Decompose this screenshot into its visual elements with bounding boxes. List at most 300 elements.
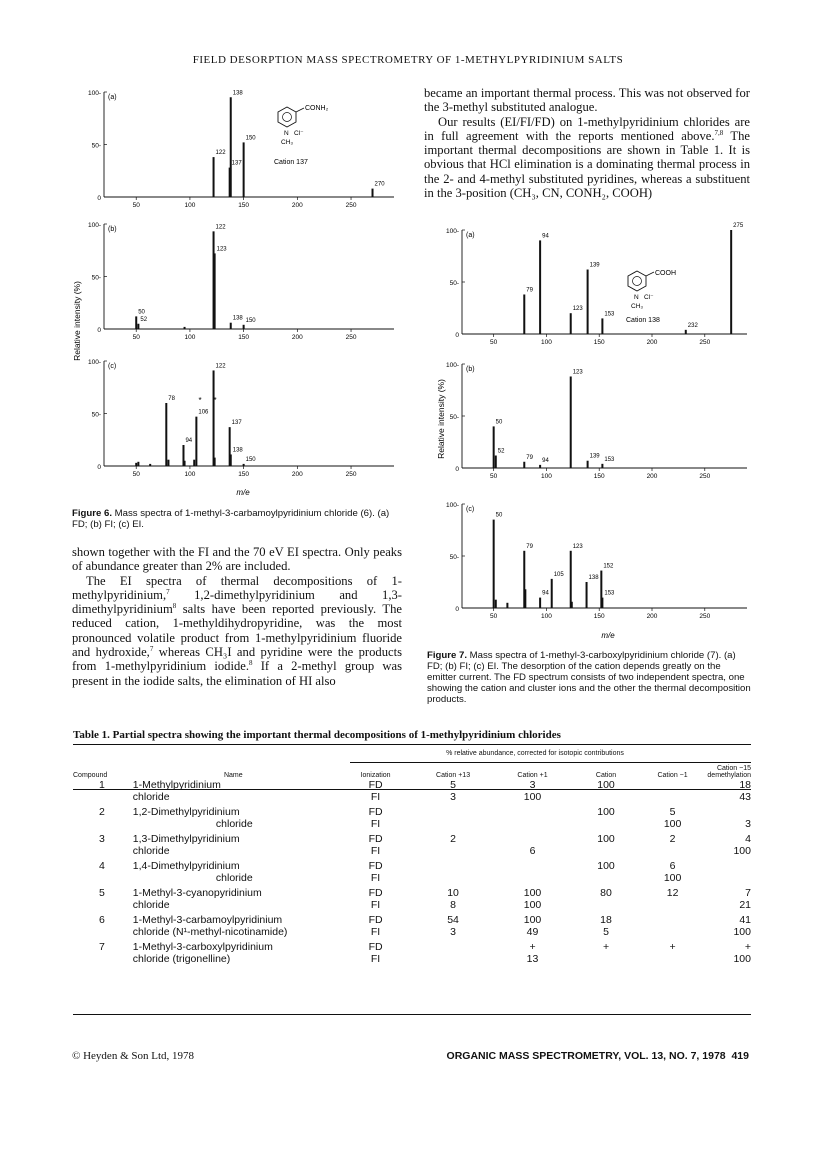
fig6-peak-label: 94: [185, 438, 193, 444]
fig7-peak-label: 79: [526, 287, 533, 294]
cation-plus1-cell: 3: [529, 779, 536, 791]
fig7-panel-0: [446, 223, 747, 346]
fig7-peak-label: 94: [542, 457, 549, 464]
th-cation-plus13: Cation +13: [436, 772, 471, 779]
fig6-peak-bar: [149, 464, 151, 466]
fig7-peak-bar: [601, 598, 603, 608]
fig7-panel-label: (c): [466, 506, 475, 513]
cation-minus1-cell: [638, 845, 708, 860]
fig6-x-tick-label: 250: [345, 202, 357, 209]
cation-plus13-cell: 5: [450, 779, 456, 791]
fig6-y-tick-label: 50-: [91, 142, 101, 150]
fig6-peak-label: 138: [232, 90, 243, 97]
fig7-x-tick-label: 250: [699, 339, 711, 346]
figure-7-caption: [427, 650, 752, 705]
compound-cell: [73, 872, 131, 887]
fig6-peak-label: 123: [216, 246, 227, 253]
name-cell: 1-Methyl-3-carbamoylpyridinium: [132, 914, 283, 926]
fig7-x-tick-label: 50: [490, 473, 498, 480]
cation-plus1-cell: 100: [523, 899, 542, 911]
fig7-peak-bar: [539, 598, 541, 608]
fig7-peak-bar: [570, 313, 572, 334]
fig7-peak-label: 152: [603, 563, 614, 570]
fig6-x-tick-label: 150: [238, 334, 250, 341]
cation-minus1-cell: 100: [663, 872, 682, 884]
fig7-y-tick-label: 0: [455, 606, 459, 613]
th-ionization: Ionization: [360, 772, 391, 779]
fig7-y-tick-label: 50-: [449, 414, 459, 421]
fig6-annotation: *: [213, 396, 217, 405]
th-compound: Compound: [73, 772, 108, 779]
fig7-peak-bar: [495, 600, 497, 608]
cation-minus15-cell: 7: [745, 887, 751, 899]
cation-plus13-cell: 3: [450, 791, 456, 803]
fig6-peak-label: 150: [245, 456, 256, 463]
cation-cell: [574, 872, 638, 887]
fig7-panel-1: [446, 362, 747, 480]
name-cell: chloride: [215, 872, 253, 884]
fig6-peak-label: 122: [215, 150, 226, 157]
th-cation-plus1: Cation +1: [517, 772, 548, 779]
cation-plus13-cell: [415, 872, 490, 887]
fig6-peak-label: 52: [140, 316, 148, 323]
cation-plus13-cell: 2: [450, 833, 456, 845]
cation-plus13-cell: [415, 818, 490, 833]
cation-cell: 5: [603, 926, 609, 938]
compound-cell: 7: [98, 941, 105, 953]
cation-plus1-cell: 49: [526, 926, 539, 938]
table-header-row: [73, 765, 751, 779]
fig6-panel-2: [88, 359, 394, 478]
fig6-panel-label: (b): [108, 226, 117, 233]
fig7-peak-bar: [506, 603, 508, 608]
fig7-peak-label: 138: [588, 575, 599, 581]
fig6-caption-label: Figure 6.: [72, 508, 112, 519]
fig7-peak-label: 123: [572, 306, 583, 313]
fig6-panel-label: (a): [108, 94, 117, 101]
fig6-peak-label: 122: [215, 224, 226, 231]
fig7-peak-bar: [493, 426, 495, 468]
fig7-y-tick-label: 100-: [445, 502, 459, 509]
fig6-peak-bar: [213, 157, 215, 197]
fig6-caption-text: Mass spectra of 1-methyl-3-carbamoylpyridinium chloride (6). (a) FD; (b) FI; (c) EI.: [72, 508, 390, 530]
compound-cell: 4: [98, 860, 105, 872]
fig6-peak-bar: [230, 454, 232, 466]
cation-cell: +: [602, 941, 610, 953]
figure-6-caption: [72, 508, 402, 530]
cation-cell: 100: [597, 860, 615, 872]
fig7-x-tick-label: 100: [541, 339, 552, 346]
fig7-y-tick-label: 0: [455, 332, 459, 339]
cation-plus1-cell: [491, 833, 574, 845]
compound-cell: [73, 953, 131, 968]
ionization-cell: FI: [370, 926, 381, 938]
table-row: [73, 818, 751, 833]
figure-6-mass-spectra: [68, 86, 398, 497]
fig7-x-tick-label: 150: [593, 339, 605, 346]
cation-plus1-cell: 6: [529, 845, 536, 857]
cation-cell: [574, 953, 638, 968]
name-cell: chloride (N¹-methyl-nicotinamide): [132, 926, 288, 938]
cation-minus15-cell: 21: [739, 899, 751, 911]
table-title: Table 1. Partial spectra showing the important thermal decompositions of 1-methylpyridinium chlorides: [73, 729, 561, 741]
fig7-x-tick-label: 200: [646, 473, 658, 480]
compound-cell: 1: [98, 779, 105, 791]
cation-plus1-cell: 13: [526, 953, 539, 965]
cation-cell: 80: [600, 887, 612, 899]
fig6-peak-bar: [184, 461, 186, 466]
table-group-header: % relative abundance, corrected for isotopic contributions: [446, 750, 624, 757]
page-number: 419: [731, 1050, 749, 1062]
name-cell: chloride: [132, 845, 170, 857]
fig6-peak-label: 270: [374, 181, 385, 188]
table-row: [73, 845, 751, 860]
fig6-peak-bar: [193, 460, 195, 466]
table-row: [73, 953, 751, 968]
fig6-peak-bar: [214, 253, 216, 329]
fig6-peak-bar: [243, 142, 245, 197]
cation-plus13-cell: 8: [450, 899, 456, 911]
fig7-y-tick-label: 100-: [445, 228, 459, 235]
fig7-peak-bar: [730, 230, 732, 334]
fig6-structure-counterion: Cl⁻: [294, 130, 304, 137]
fig7-structure: [626, 270, 676, 324]
cation-minus1-cell: [638, 791, 708, 806]
fig7-caption-text: Mass spectra of 1-methyl-3-carboxylpyridinium chloride (7). (a) FD; (b) FI; (c) EI. The desorption of the cation depends greatly on the emitter current. The FD spectrum consists of two independent spectra, one showing the cation and cluster ions and the other the thermal decomposition products.: [427, 650, 751, 705]
name-cell: 1,2-Dimethylpyridinium: [132, 806, 240, 818]
fig7-peak-bar: [587, 270, 589, 334]
th-cation-minus15: Cation −15 demethylation: [707, 765, 751, 779]
fig7-peak-label: 153: [604, 456, 615, 463]
ionization-cell: FD: [368, 833, 383, 845]
name-cell: chloride: [132, 791, 170, 803]
fig7-x-tick-label: 250: [699, 613, 711, 620]
cation-minus1-cell: 2: [669, 833, 676, 845]
cation-plus1-cell: 100: [523, 887, 542, 899]
fig7-structure-methyl: CH₃: [631, 303, 644, 310]
compound-cell: [73, 791, 131, 806]
th-name: Name: [223, 772, 243, 779]
table-row: [73, 833, 751, 845]
compound-cell: [73, 899, 131, 914]
table-row: [73, 941, 751, 953]
th-cation: Cation: [595, 772, 617, 779]
cation-plus1-cell: 100: [523, 791, 542, 803]
name-cell: 1-Methylpyridinium: [132, 779, 221, 791]
fig7-peak-bar: [523, 462, 525, 468]
fig7-x-tick-label: 50: [490, 613, 498, 620]
table-row: [73, 791, 751, 806]
running-head: FIELD DESORPTION MASS SPECTROMETRY OF 1-METHYLPYRIDINIUM SALTS: [192, 54, 624, 66]
cation-plus1-cell: [491, 806, 574, 818]
table-row: [73, 806, 751, 818]
compound-cell: 6: [98, 914, 105, 926]
cation-plus1-cell: +: [529, 941, 536, 953]
fig6-peak-bar: [213, 370, 215, 466]
name-cell: chloride: [215, 818, 253, 830]
cation-plus1-cell: [491, 872, 574, 887]
cation-cell: 100: [597, 779, 615, 791]
fig6-peak-label: 78: [168, 396, 175, 402]
fig7-peak-bar: [685, 330, 687, 334]
fig7-structure-note: Cation 138: [626, 317, 660, 324]
fig6-peak-label: 150: [245, 135, 256, 142]
fig7-x-tick-label: 100: [541, 613, 552, 620]
compound-cell: 3: [98, 833, 105, 845]
left-paragraph-1: shown together with the FI and the 70 eV EI spectra. Only peaks of abundance greater than 2% are included.: [72, 545, 402, 574]
ionization-cell: FI: [370, 899, 381, 911]
name-cell: 1,4-Dimethylpyridinium: [132, 860, 240, 872]
table-row: [73, 872, 751, 887]
cation-minus15-cell: +: [744, 941, 751, 953]
fig6-panel-1: [88, 222, 394, 341]
fig6-structure-substituent: CONH₂: [305, 105, 329, 112]
ionization-cell: FD: [368, 860, 383, 872]
left-paragraph-2: The EI spectra of thermal decompositions of 1-methylpyridinium,$^7$ 1,2-dimethylpyridinium and 1,3-dimethylpyridinium$^8$ salts have been reported previously. The reduced cation, 1-methyldihydropyridine, was the most pronounced volatile product from 1-methylpyridinium fluoride and hydroxide,$^7$ whereas CH₃I and pyridine were the products from 1-methylpyridinium iodide.$^8$ If a 2-methyl group was present in the iodide salts, the elimination of HI also: [72, 573, 403, 688]
fig6-peak-bar: [167, 460, 169, 466]
cation-cell: 18: [600, 914, 612, 926]
fig7-peak-label: 232: [687, 322, 698, 329]
svg-text:N: N: [284, 130, 289, 137]
fig7-peak-label: 153: [604, 311, 615, 318]
fig7-peak-bar: [493, 520, 495, 608]
cation-minus15-cell: [707, 872, 751, 887]
compound-cell: [73, 845, 131, 860]
fig7-peak-bar: [601, 318, 603, 334]
fig7-peak-bar: [523, 294, 525, 334]
fig6-x-tick-label: 250: [345, 334, 357, 341]
fig6-structure-note: Cation 137: [274, 159, 308, 166]
fig7-structure-substituent: COOH: [655, 270, 676, 277]
fig6-structure: [274, 105, 329, 166]
fig6-peak-label: 138: [232, 447, 243, 454]
results-table: [73, 765, 751, 968]
ionization-cell: FI: [370, 845, 381, 857]
footer-copyright: © Heyden & Son Ltd, 1978: [72, 1050, 195, 1062]
name-cell: 1,3-Dimethylpyridinium: [132, 833, 240, 845]
cation-minus1-cell: 100: [663, 818, 682, 830]
table-row: [73, 887, 751, 899]
fig6-x-tick-label: 200: [291, 334, 303, 341]
fig6-peak-bar: [184, 327, 186, 329]
fig6-peak-bar: [243, 464, 245, 466]
fig7-peak-bar: [571, 602, 573, 608]
fig6-x-tick-label: 100: [184, 334, 196, 341]
table-row: [73, 899, 751, 914]
fig7-y-axis-label: Relative intensity (%): [436, 379, 446, 459]
fig6-x-tick-label: 150: [238, 471, 250, 478]
cation-minus1-cell: 6: [669, 860, 676, 872]
fig6-y-tick-label: 0: [97, 195, 101, 202]
fig7-peak-bar: [539, 465, 541, 468]
fig7-x-tick-label: 50: [490, 339, 498, 346]
figure-7-mass-spectra: [432, 224, 752, 644]
cation-minus15-cell: 18: [739, 779, 751, 791]
fig7-peak-label: 94: [542, 233, 549, 240]
fig6-y-tick-label: 0: [97, 464, 101, 471]
cation-plus1-cell: [491, 818, 574, 833]
fig7-peak-label: 79: [526, 454, 533, 461]
cation-plus1-cell: [491, 860, 574, 872]
fig7-x-axis-label: m/e: [601, 631, 615, 640]
cation-minus15-cell: [707, 806, 751, 818]
fig6-peak-label: 137: [231, 420, 242, 427]
cation-minus15-cell: [707, 860, 751, 872]
fig6-peak-bar: [214, 458, 216, 466]
cation-plus13-cell: 10: [447, 887, 459, 899]
cation-minus1-cell: [638, 953, 708, 968]
fig6-y-tick-label: 100-: [87, 90, 101, 97]
fig6-x-tick-label: 100: [184, 471, 196, 478]
th-cation-minus1: Cation −1: [657, 772, 688, 779]
cation-minus1-cell: [638, 926, 708, 941]
left-column-text: [72, 545, 402, 688]
fig7-x-tick-label: 150: [593, 613, 605, 620]
table-row: [73, 914, 751, 926]
footer-journal: ORGANIC MASS SPECTROMETRY, VOL. 13, NO. 7, 1978 419: [446, 1050, 749, 1062]
fig7-peak-label: 50: [495, 512, 503, 519]
compound-cell: 5: [98, 887, 105, 899]
cation-cell: [574, 818, 638, 833]
fig6-peak-bar: [137, 462, 139, 466]
cation-plus13-cell: [415, 845, 490, 860]
fig7-peak-label: 50: [495, 419, 503, 426]
fig6-x-tick-label: 250: [345, 471, 357, 478]
fig7-peak-bar: [524, 589, 526, 608]
fig6-peak-label: 137: [231, 160, 242, 167]
fig7-peak-label: 275: [733, 223, 744, 229]
fig6-x-tick-label: 200: [291, 202, 303, 209]
compound-cell: 2: [98, 806, 105, 818]
ionization-cell: FI: [370, 872, 381, 884]
cation-minus1-cell: +: [669, 941, 676, 953]
right-paragraph-2: Our results (EI/FI/FD) on 1-methylpyridinium chlorides are in full agreement with the reports mentioned above.$^{7,8}$ The important thermal decompositions are shown in Table 1. It is obvious that HCl elimination is a dominating thermal process in the 2- and 4-methyl substituted pyridines, whereas a substituent in the 3-position (CH₃, CN, CONH₂, COOH): [424, 114, 750, 201]
fig7-y-tick-label: 100-: [445, 362, 459, 369]
fig6-peak-label: 122: [215, 363, 226, 370]
fig7-peak-bar: [586, 582, 588, 608]
fig7-peak-label: 79: [526, 543, 533, 550]
cation-minus1-cell: 5: [669, 806, 676, 818]
cation-minus1-cell: [638, 899, 708, 914]
table-row: [73, 926, 751, 941]
fig6-peak-bar: [135, 316, 137, 329]
fig7-peak-bar: [587, 461, 589, 468]
fig6-y-tick-label: 0: [97, 327, 101, 334]
fig7-x-tick-label: 200: [646, 339, 658, 346]
ionization-cell: FD: [368, 887, 383, 899]
fig7-y-tick-label: 0: [455, 466, 459, 473]
fig7-x-tick-label: 100: [541, 473, 552, 480]
cation-minus15-cell: 3: [745, 818, 751, 830]
fig6-peak-bar: [230, 97, 232, 197]
fig7-peak-label: 94: [542, 590, 549, 597]
fig7-panel-label: (b): [466, 366, 475, 373]
fig6-peak-bar: [137, 324, 139, 329]
fig7-y-tick-label: 50-: [449, 554, 459, 561]
fig7-peak-bar: [570, 376, 572, 468]
fig7-peak-label: 139: [589, 453, 600, 460]
fig6-y-tick-label: 50-: [91, 411, 101, 419]
fig6-peak-bar: [165, 403, 167, 466]
fig6-peak-label: 138: [232, 315, 243, 322]
fig6-x-tick-label: 50: [132, 334, 140, 341]
fig7-caption-label: Figure 7.: [427, 650, 467, 661]
fig6-structure-methyl: CH₃: [281, 139, 294, 146]
right-column-text: [424, 86, 750, 200]
cation-cell: 100: [597, 833, 615, 845]
fig6-peak-bar: [372, 189, 374, 197]
fig7-peak-label: 153: [604, 590, 615, 597]
fig6-y-axis-label: Relative intensity (%): [72, 281, 82, 361]
fig6-peak-bar: [243, 325, 245, 329]
cation-minus15-cell: 41: [739, 914, 751, 926]
fig7-peak-label: 139: [589, 262, 600, 269]
fig6-panel-0: [88, 90, 394, 209]
name-cell: chloride (trigonelline): [132, 953, 231, 965]
ionization-cell: FD: [368, 806, 383, 818]
fig6-peak-bar: [135, 463, 137, 466]
fig7-peak-bar: [551, 579, 553, 608]
fig7-peak-bar: [570, 551, 572, 608]
fig6-peak-bar: [195, 417, 197, 466]
fig7-peak-label: 52: [497, 448, 505, 455]
fig7-panel-label: (a): [466, 232, 475, 239]
fig6-peak-label: 150: [245, 317, 256, 324]
ionization-cell: FI: [370, 791, 381, 803]
cation-minus1-cell: 12: [666, 887, 679, 899]
fig6-peak-bar: [230, 323, 232, 329]
cation-minus15-cell: 100: [733, 953, 751, 965]
fig7-panel-2: [446, 502, 747, 620]
fig7-peak-label: 123: [572, 543, 583, 550]
cation-plus13-cell: 3: [450, 926, 456, 938]
compound-cell: [73, 818, 131, 833]
fig6-y-tick-label: 100-: [87, 359, 101, 366]
fig6-x-tick-label: 50: [132, 471, 140, 478]
fig7-x-tick-label: 150: [593, 473, 605, 480]
name-cell: 1-Methyl-3-carboxylpyridinium: [132, 941, 273, 953]
cation-plus13-cell: [415, 806, 490, 818]
cation-cell: 100: [597, 806, 615, 818]
svg-text:N: N: [634, 294, 639, 301]
name-cell: chloride: [132, 899, 170, 911]
name-cell: 1-Methyl-3-cyanopyridinium: [132, 887, 262, 899]
fig7-x-tick-label: 250: [699, 473, 711, 480]
right-paragraph-1: became an important thermal process. This was not observed for the 3-methyl substituted analogue.: [424, 86, 750, 115]
cation-minus15-cell: 100: [733, 845, 751, 857]
fig7-peak-bar: [539, 240, 541, 334]
fig7-x-tick-label: 200: [646, 613, 658, 620]
fig7-peak-bar: [601, 464, 603, 468]
fig6-y-tick-label: 100-: [87, 222, 101, 229]
fig6-peak-label: 106: [198, 409, 209, 416]
cation-cell: [574, 845, 638, 860]
fig6-x-tick-label: 150: [238, 202, 250, 209]
compound-cell: [73, 926, 131, 941]
fig6-annotation: *: [198, 396, 202, 405]
cation-cell: [574, 791, 638, 806]
ionization-cell: FI: [370, 953, 381, 965]
fig6-panel-label: (c): [108, 363, 117, 370]
fig6-y-tick-label: 50-: [91, 274, 101, 282]
fig6-peak-label: 50: [138, 309, 145, 316]
ionization-cell: FD: [368, 914, 383, 926]
cation-plus13-cell: [415, 953, 490, 968]
fig6-x-tick-label: 50: [132, 202, 140, 209]
fig6-x-tick-label: 200: [291, 471, 303, 478]
cation-minus15-cell: 43: [739, 791, 751, 803]
cation-minus15-cell: 100: [733, 926, 751, 938]
